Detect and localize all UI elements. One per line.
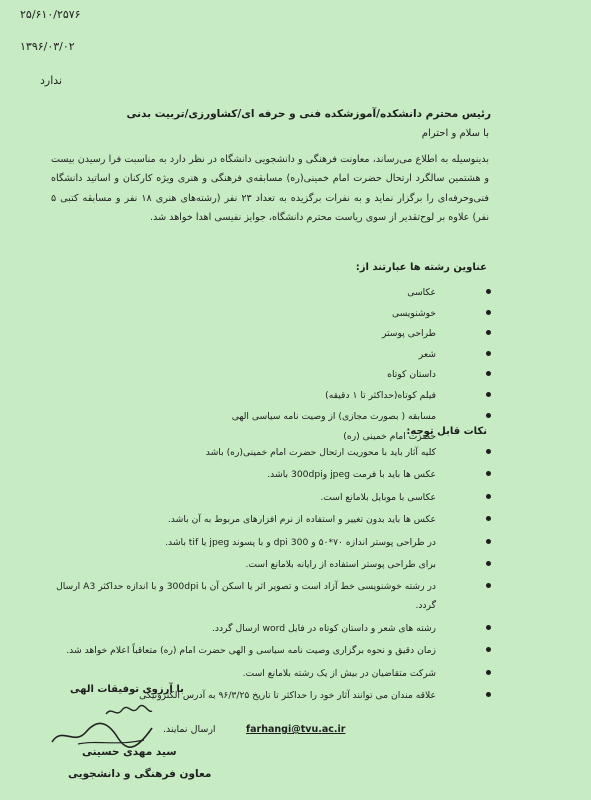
list-item: عکس ها باید بدون تغییر و استفاده از نرم افزارهای مربوط به آن باشد. bbox=[51, 510, 491, 529]
body-paragraph: بدینوسیله به اطلاع می‌رساند، معاونت فرهنگی و دانشجویی دانشگاه در نظر دارد به مناسبت فرا رسیدن بیست و هشتمین سالگرد ارتحال حضرت امام خمینی(ره) مسابقه‌ی فرهنگی و هنری ویژه کارکنان و اساتید دانشگاه فنی‌وحرفه‌ای را برگزار نماید و به نفرات برگزیده به تعداد ۲۳ نفر (رشته‌های هنری ۱۸ نفر و مسابقه کتبی ۵ نفر) علاوه بر لوح‌تقدیر از سوی ریاست محترم دانشگاه، جوایز نفیسی اهدا خواهد شد. bbox=[51, 154, 490, 224]
letter-date: ۱۳۹۶/۰۳/۰۲ bbox=[20, 40, 75, 53]
bullet-icon bbox=[486, 351, 491, 356]
notes-title: نکات قابل توجه: bbox=[406, 426, 487, 437]
bullet-icon bbox=[486, 670, 491, 675]
bullet-icon bbox=[486, 471, 491, 476]
bullet-icon bbox=[486, 647, 491, 652]
list-item: داستان کوتاه bbox=[211, 365, 491, 386]
list-item: طراحی پوستر bbox=[211, 324, 491, 345]
list-item: عکاسی bbox=[211, 283, 491, 304]
bullet-icon bbox=[486, 583, 491, 588]
signature-wish: با آرزوی توفیقات الهی bbox=[70, 684, 184, 695]
bullet-icon bbox=[486, 289, 491, 294]
list-item: فیلم کوتاه(حداکثر تا ۱ دقیقه) bbox=[211, 386, 491, 407]
greeting: با سلام و احترام bbox=[421, 128, 489, 139]
attachment-note: ندارد bbox=[40, 74, 63, 87]
addressee: رئیس محترم دانشکده/آموزشکده فنی و حرفه ای/کشاورزی/تربیت بدنی bbox=[126, 108, 491, 120]
bullet-icon bbox=[486, 392, 491, 397]
list-item: برای طراحی پوستر استفاده از رایانه بلامانع است. bbox=[51, 555, 491, 574]
list-item: عکاسی با موبایل بلامانع است. bbox=[51, 488, 491, 507]
bullet-icon bbox=[486, 371, 491, 376]
list-item: خوشنویسی bbox=[211, 304, 491, 325]
list-item: شرکت متقاضیان در بیش از یک رشته بلامانع است. bbox=[51, 664, 491, 683]
email-suffix: ارسال نمایند. bbox=[163, 724, 216, 735]
list-item: مسابقه ( بصورت مجازی) از وصیت نامه سیاسی الهی حضرت امام خمینی (ره) bbox=[211, 407, 491, 428]
bullet-icon bbox=[486, 516, 491, 521]
list-item: رشته های شعر و داستان کوتاه در فایل word ارسال گردد. bbox=[51, 619, 491, 638]
signatory-title: معاون فرهنگی و دانشجویی bbox=[68, 768, 212, 780]
notes-list bbox=[51, 443, 491, 708]
bullet-icon bbox=[486, 330, 491, 335]
bullet-icon bbox=[486, 494, 491, 499]
list-item: کلیه آثار باید با محوریت ارتحال حضرت امام خمینی(ره) باشد bbox=[51, 443, 491, 462]
list-item: علاقه مندان می توانند آثار خود را حداکثر تا تاریخ ۹۶/۳/۲۵ به آدرس الکترونیکی bbox=[51, 686, 491, 705]
list-item: شعر bbox=[211, 345, 491, 366]
bullet-icon bbox=[486, 625, 491, 630]
initials-scribble-icon bbox=[104, 702, 154, 720]
topics-title: عناوین رشته ها عبارتند از: bbox=[355, 262, 487, 273]
list-item: در طراحی پوستر اندازه ۷۰*۵۰ و 300 dpi و با پسوند jpeg یا tif باشد. bbox=[51, 533, 491, 552]
bullet-icon bbox=[486, 692, 491, 697]
bullet-icon bbox=[486, 539, 491, 544]
bullet-icon bbox=[486, 561, 491, 566]
list-item: زمان دقیق و نحوه برگزاری وصیت نامه سیاسی و الهی حضرت امام (ره) متعاقباً اعلام خواهد شد. bbox=[51, 641, 491, 660]
list-item: در رشته خوشنویسی خط آزاد است و تصویر اثر یا اسکن آن با 300dpi و با اندازه حداکثر A3 ارسال گردد. bbox=[51, 577, 491, 615]
signatory-name: سید مهدی حسینی bbox=[82, 746, 177, 758]
list-item: عکس ها باید با فرمت jpeg و300dpi باشد. bbox=[51, 465, 491, 484]
bullet-icon bbox=[486, 413, 491, 418]
bullet-icon bbox=[486, 449, 491, 454]
email-link[interactable]: farhangi@tvu.ac.ir bbox=[246, 724, 346, 735]
letter-number: ۲۵/۶۱۰/۲۵۷۶ bbox=[20, 8, 81, 21]
bullet-icon bbox=[486, 310, 491, 315]
